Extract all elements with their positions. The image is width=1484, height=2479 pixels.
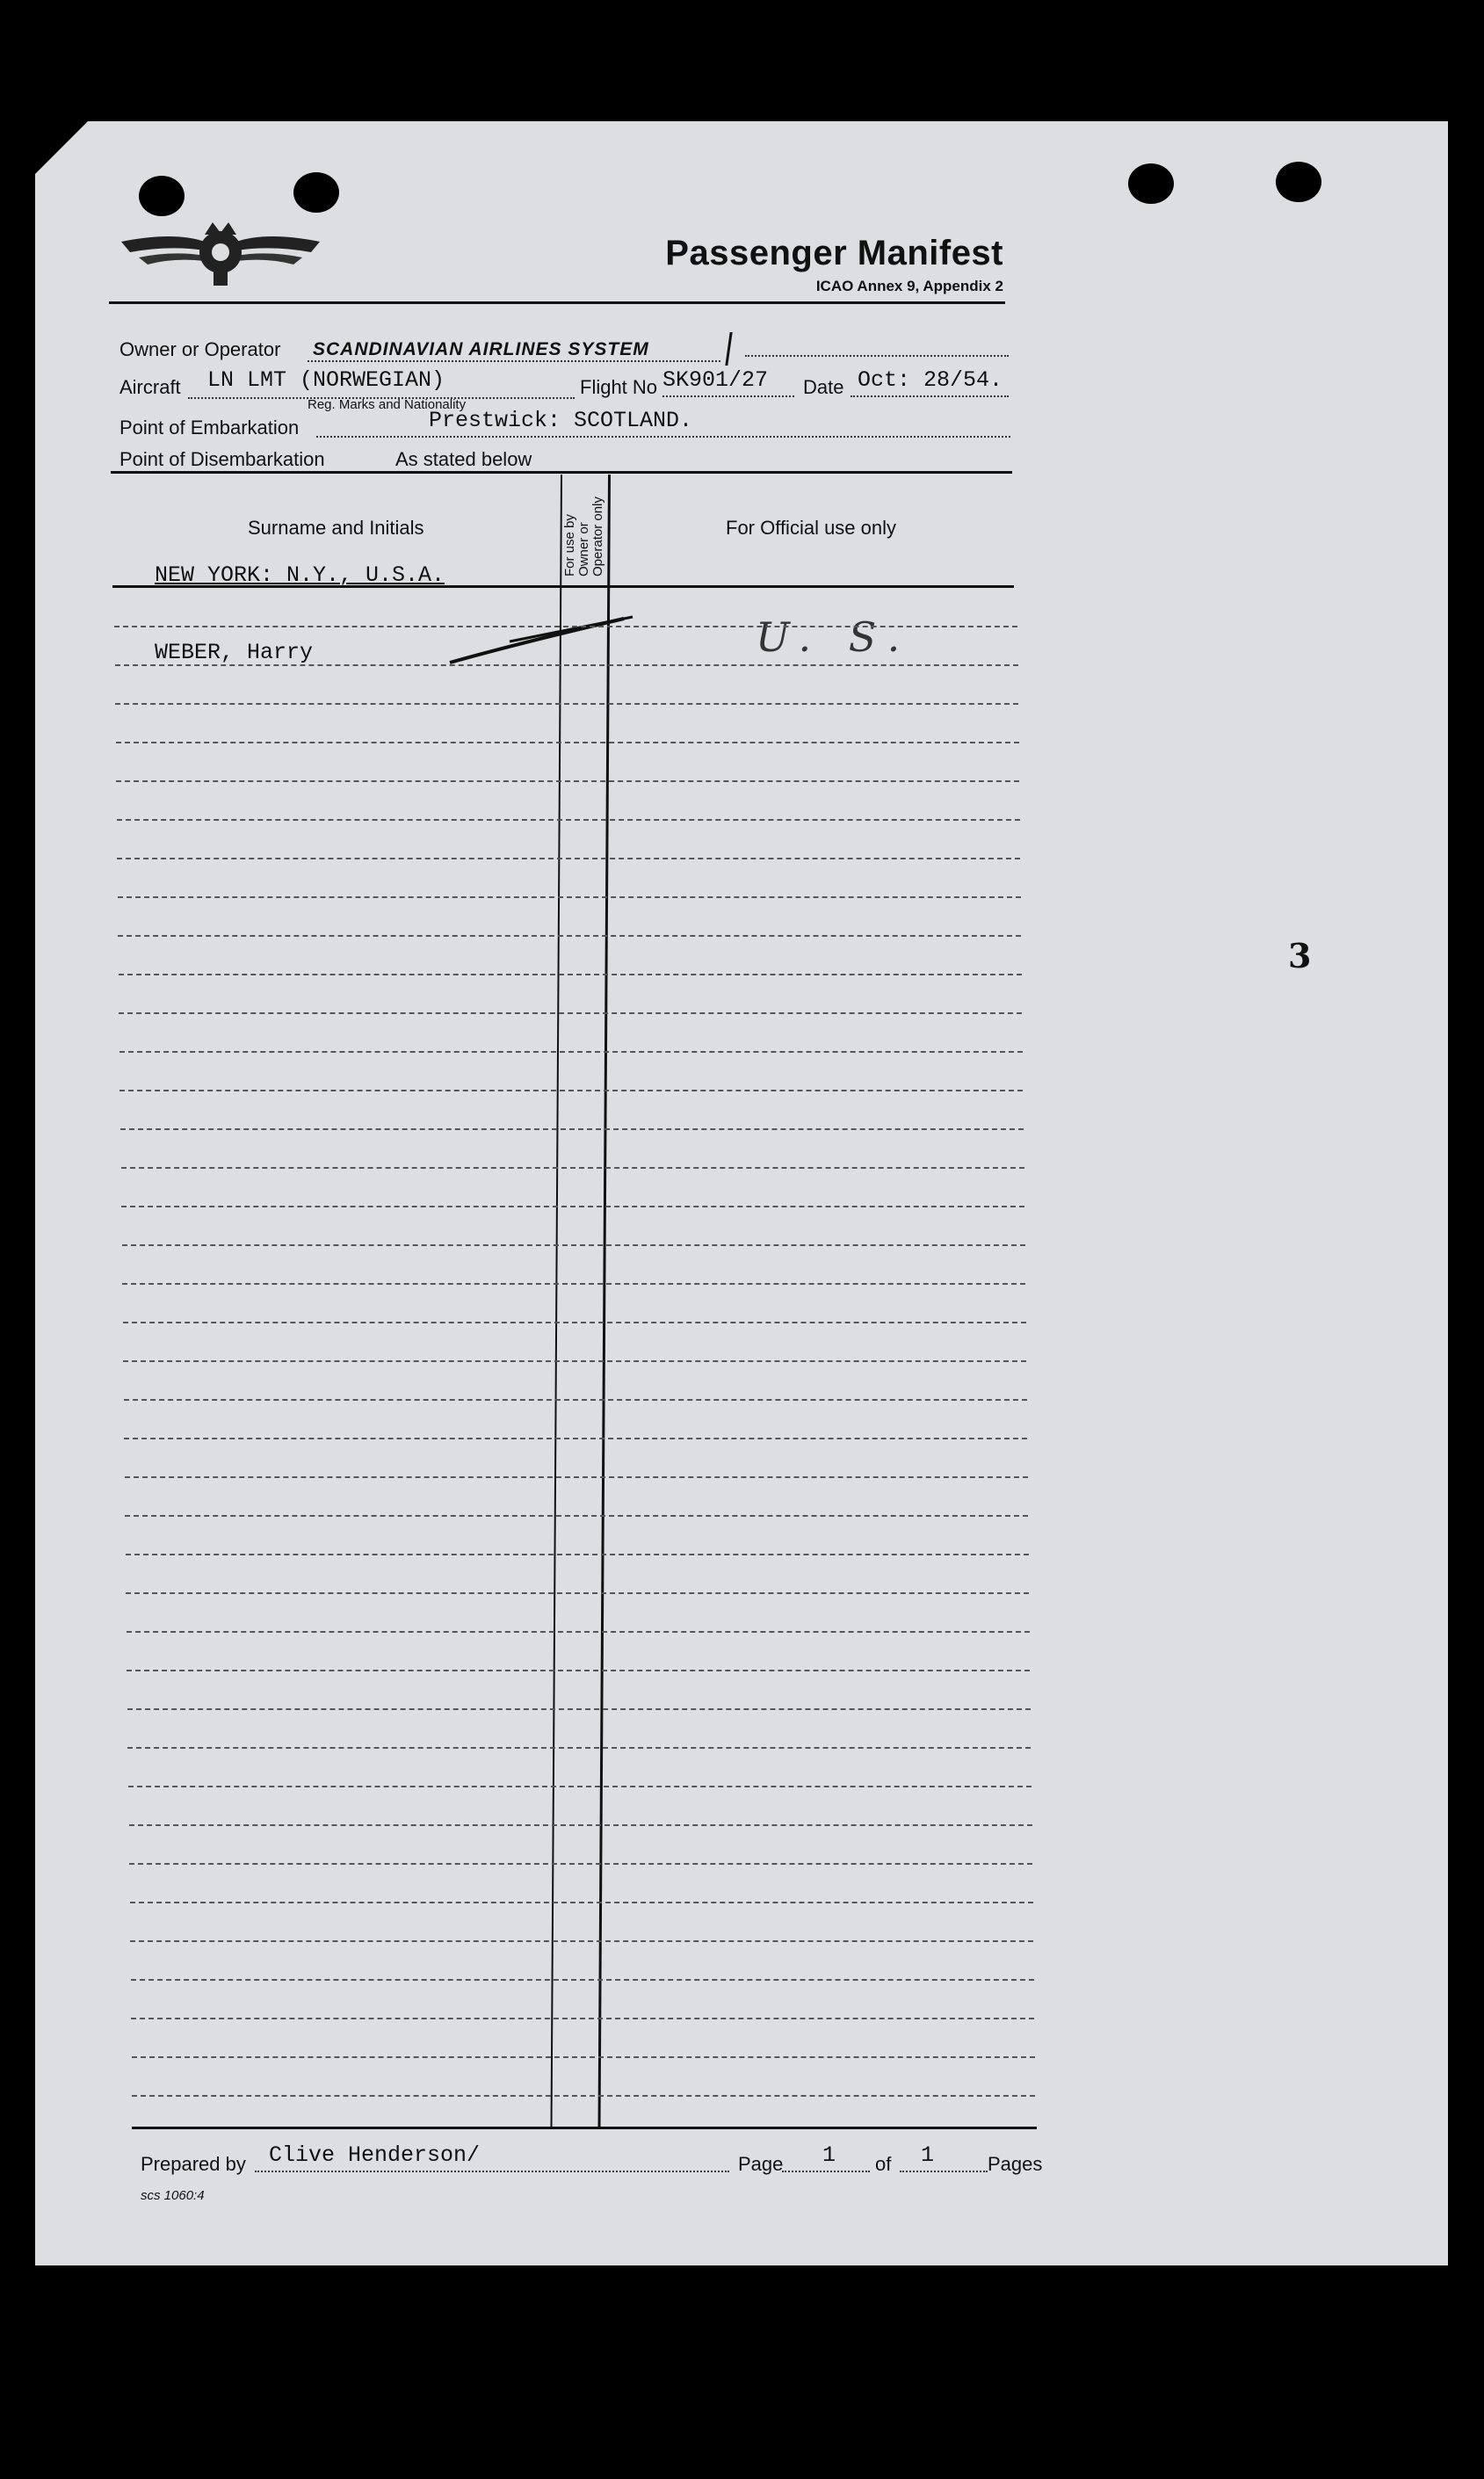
airline-logo-icon	[121, 215, 320, 294]
ruled-row-line	[127, 1747, 1031, 1749]
ruled-row-line	[132, 2056, 1035, 2058]
punch-hole	[139, 176, 185, 216]
punch-hole	[293, 172, 339, 213]
punch-hole	[1128, 163, 1174, 204]
ruled-row-line	[123, 1360, 1026, 1362]
ruled-row-line	[115, 664, 1018, 666]
ruled-row-line	[122, 1244, 1025, 1246]
table-top-rule	[111, 471, 1012, 474]
page-value: 1	[822, 2142, 836, 2168]
ruled-row-line	[131, 2018, 1034, 2019]
ruled-row-line	[124, 1399, 1027, 1401]
ruled-row-line	[129, 1824, 1032, 1826]
manifest-sheet	[35, 121, 1448, 2265]
form-subtitle: ICAO Annex 9, Appendix 2	[815, 278, 1003, 294]
of-value: 1	[921, 2142, 935, 2168]
page-label: Page	[738, 2153, 784, 2175]
ruled-row-line	[119, 974, 1022, 975]
form-title: Passenger Manifest	[665, 234, 1003, 272]
ruled-row-line	[119, 1012, 1022, 1014]
folded-corner	[35, 121, 88, 174]
official-note: U. S.	[756, 613, 913, 661]
ruled-row-line	[119, 1090, 1023, 1091]
owner-extra-line	[745, 355, 1009, 357]
column-header-owner-line1: For use by	[562, 514, 577, 576]
date-line	[851, 395, 1009, 397]
prepared-value: Clive Henderson/	[269, 2142, 481, 2168]
ruled-row-line	[124, 1438, 1027, 1439]
ruled-row-line	[116, 780, 1019, 782]
of-label: of	[875, 2153, 892, 2175]
ruled-row-line	[127, 1631, 1030, 1633]
ruled-row-line	[130, 1940, 1033, 1942]
punch-hole	[1276, 162, 1321, 202]
ruled-row-line	[118, 896, 1021, 898]
disembarkation-value: As stated below	[395, 448, 532, 470]
ruled-row-line	[122, 1283, 1025, 1285]
ruled-row-line	[116, 742, 1019, 743]
aircraft-value: LN LMT (NORWEGIAN)	[207, 367, 445, 393]
embarkation-line	[316, 436, 1010, 438]
side-page-number: 3	[1288, 936, 1312, 975]
ruled-row-line	[128, 1786, 1032, 1787]
ruled-row-line	[129, 1863, 1032, 1865]
owner-line	[308, 360, 720, 362]
prepared-label: Prepared by	[141, 2153, 246, 2175]
ruled-row-line	[127, 1708, 1031, 1710]
table-bottom-rule	[132, 2127, 1037, 2129]
ruled-row-line	[126, 1554, 1029, 1555]
ruled-row-line	[118, 935, 1021, 937]
ruled-row-line	[126, 1592, 1029, 1594]
owner-label: Owner or Operator	[119, 338, 281, 360]
destination-value: NEW YORK: N.Y., U.S.A.	[155, 562, 445, 588]
aircraft-sublabel: Reg. Marks and Nationality	[308, 397, 467, 412]
column-header-owner-line2: Owner or	[576, 522, 591, 576]
ruled-row-line	[119, 1051, 1023, 1053]
date-label: Date	[803, 376, 844, 398]
ruled-row-line	[130, 1902, 1033, 1903]
ruled-row-line	[127, 1670, 1030, 1671]
prepared-line	[255, 2171, 729, 2172]
ruled-row-line	[123, 1322, 1026, 1323]
owner-value: SCANDINAVIAN AIRLINES SYSTEM	[313, 339, 649, 359]
embarkation-label: Point of Embarkation	[119, 417, 300, 439]
column-header-owner-line3: Operator only	[590, 497, 605, 576]
ruled-row-line	[121, 1167, 1024, 1169]
disembarkation-label: Point of Disembarkation	[119, 448, 325, 470]
ruled-row-line	[120, 1128, 1024, 1130]
column-header-surname: Surname and Initials	[248, 517, 424, 539]
flight-value: SK901/27	[662, 367, 769, 393]
ruled-row-line	[131, 1979, 1034, 1981]
date-value: Oct: 28/54.	[858, 367, 1003, 393]
checkmark-strike-icon	[448, 612, 641, 664]
flight-label: Flight No	[580, 376, 658, 398]
ruled-row-line	[121, 1206, 1024, 1207]
ruled-row-line	[115, 703, 1018, 705]
flight-line	[662, 395, 794, 397]
ruled-row-line	[117, 819, 1020, 821]
embarkation-value: Prestwick: SCOTLAND.	[429, 408, 693, 433]
ruled-row-line	[117, 858, 1020, 859]
passenger-name: WEBER, Harry	[155, 640, 314, 665]
of-line	[900, 2171, 988, 2172]
aircraft-label: Aircraft	[119, 376, 181, 398]
header-rule	[109, 301, 1005, 304]
ruled-row-line	[125, 1515, 1028, 1517]
ruled-row-line	[114, 626, 1017, 627]
column-header-official: For Official use only	[726, 517, 897, 539]
pages-label: Pages	[988, 2153, 1043, 2175]
page-line	[782, 2171, 870, 2172]
form-code: scs 1060:4	[141, 2188, 205, 2203]
ruled-row-line	[125, 1476, 1028, 1478]
ruled-row-line	[132, 2095, 1035, 2097]
